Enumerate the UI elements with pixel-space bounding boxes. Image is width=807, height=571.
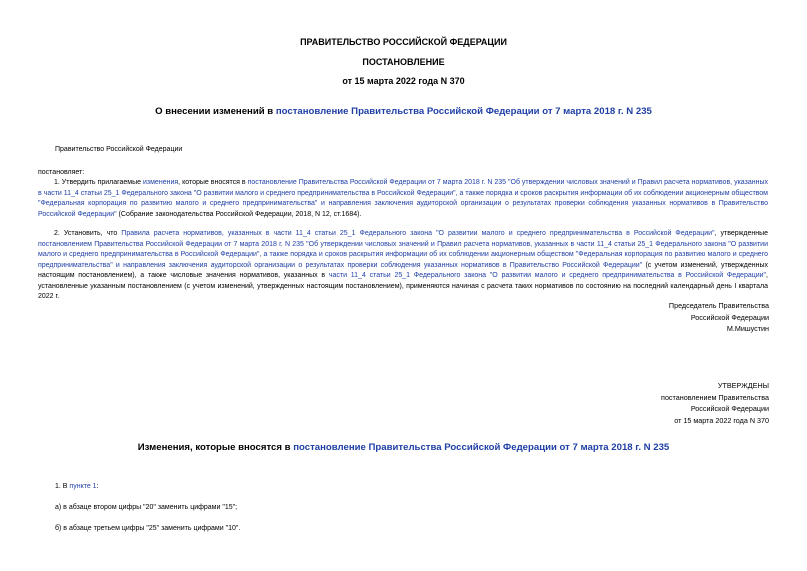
p2-text-g: , установленные указанным постановлением (с учетом изменений, утвержденных настоящим постановлением), применяются начиная с расчета таких нормативов по состоянию на последний календарный день I квартала 2022 г. bbox=[38, 272, 768, 300]
p2-link-law[interactable]: части 11_4 статьи 25_1 Федерального закона "О развитии малого и среднего предпринимательства в Российской Федерации" bbox=[328, 272, 767, 279]
signature-org: Российской Федерации bbox=[690, 312, 769, 322]
p1-text-c: , которые вносятся в bbox=[178, 179, 248, 186]
changes-title bbox=[0, 442, 807, 453]
paragraph-2 bbox=[38, 229, 768, 303]
approved-block bbox=[661, 380, 769, 426]
changes-title-link[interactable]: постановление Правительства Российской Федерации от 7 марта 2018 г. N 235 bbox=[293, 442, 670, 453]
change-item-1-link[interactable]: пункте 1 bbox=[69, 483, 97, 490]
p2-link-decree[interactable]: постановлением Правительства Российской Федерации от 7 марта 2018 г. N 235 "Об утверждении числовых значений и Правил расчета нормативов, указанных в части 11_4 статьи 25_1 Федерального закона "О развитии малого и среднего предпринимательства в Российской Федерации", а также порядка и сроков раскрытия информации об их соблюдении акционерным обществом "Федеральная корпорация по развитию малого и среднего предпринимательства" и направления заключения аудиторской организации о результатах проверки соблюдения указанных нормативов в Правительство Российской Федерации" bbox=[38, 240, 768, 269]
doc-date-number: от 15 марта 2022 года N 370 bbox=[342, 76, 465, 86]
change-item-b: б) в абзаце третьем цифры "25" заменить цифрами "10". bbox=[55, 525, 241, 532]
change-item-1-prefix: 1. В bbox=[55, 483, 70, 490]
document-title-prefix: О внесении изменений в bbox=[155, 106, 276, 117]
p2-link-rules[interactable]: Правила расчета нормативов, указанных в части 11_4 статьи 25_1 Федерального закона "О развитии малого и среднего предпринимательства в Российской Федерации" bbox=[121, 230, 715, 237]
p2-text-e: (с учетом изменений, утвержденных настоящим постановлением), а также числовые значения нормативов, указанных в bbox=[38, 261, 768, 279]
document-title-link[interactable]: постановление Правительства Российской Федерации от 7 марта 2018 г. N 235 bbox=[275, 106, 652, 117]
p2-text-c: , утвержденные bbox=[714, 230, 768, 237]
changes-title-prefix: Изменения, которые вносятся в bbox=[137, 442, 294, 453]
p1-text-a: 1. Утвердить прилагаемые bbox=[54, 179, 143, 186]
approved-date: от 15 марта 2022 года N 370 bbox=[674, 415, 769, 425]
p1-link-changes[interactable]: изменения bbox=[143, 179, 179, 186]
org-heading: ПРАВИТЕЛЬСТВО РОССИЙСКОЙ ФЕДЕРАЦИИ bbox=[300, 37, 507, 47]
signature-name: М.Мишустин bbox=[726, 324, 769, 333]
paragraph-1 bbox=[38, 178, 768, 220]
approved-org: Российской Федерации bbox=[690, 404, 769, 413]
p1-text-e: (Собрание законодательства Российской Федерации, 2018, N 12, ст.1684). bbox=[116, 210, 362, 218]
decree-text: постановляет: bbox=[38, 169, 85, 176]
document-title bbox=[0, 106, 807, 117]
approved-by: постановлением Правительства bbox=[661, 392, 769, 402]
change-item-a: а) в абзаце втором цифры "20" заменить цифрами "15"; bbox=[55, 504, 238, 511]
signature-block bbox=[669, 300, 769, 335]
p2-text-a: 2. Установить, что bbox=[54, 230, 122, 237]
signature-title: Председатель Правительства bbox=[668, 301, 769, 310]
p1-link-decree[interactable]: постановление Правительства Российской Федерации от 7 марта 2018 г. N 235 "Об утверждении числовых значений и Правил расчета нормативов, указанных в части 11_4 статьи 25_1 Федерального закона "О развитии малого и среднего предпринимательства в Российской Федерации", а также порядка и сроков раскрытия информации об их соблюдении акционерным обществом "Федеральная корпорация по развитию малого и среднего предпринимательства" и направления заключения аудиторской организации о результатах проверки соблюдения указанных нормативов в Правительство Российской Федерации" bbox=[38, 179, 768, 218]
approved-label: УТВЕРЖДЕНЫ bbox=[717, 381, 769, 390]
change-item-1 bbox=[55, 482, 99, 493]
doc-type-heading: ПОСТАНОВЛЕНИЕ bbox=[362, 57, 445, 67]
change-item-1-suffix: : bbox=[96, 483, 99, 490]
intro-text: Правительство Российской Федерации bbox=[55, 146, 183, 153]
